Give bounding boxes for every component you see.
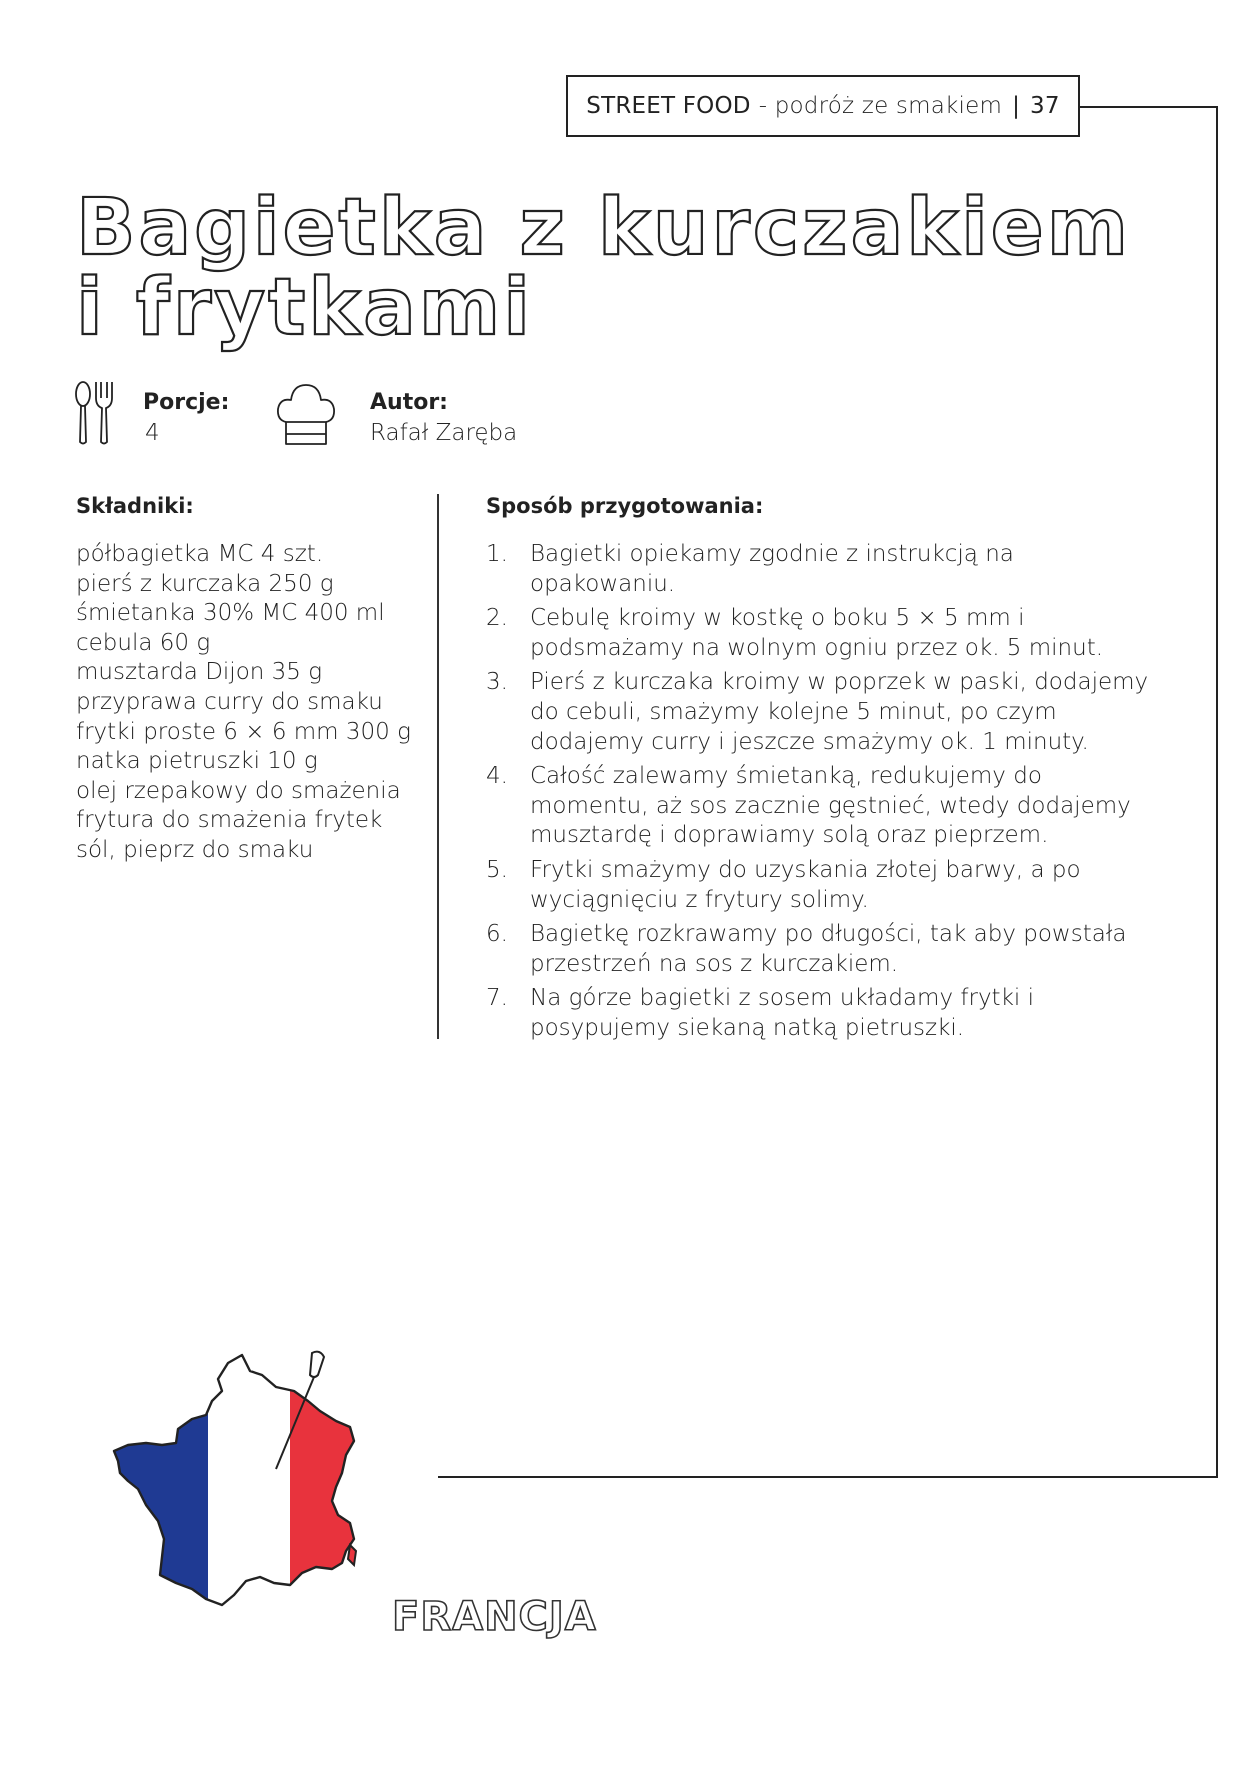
step-item (486, 984, 1166, 1043)
servings-value: 4 (145, 420, 160, 446)
ingredient-item: sól, pieprz do smaku (76, 836, 314, 863)
step-number: 3. (486, 669, 508, 696)
step-number: 6. (486, 921, 508, 948)
step-number: 4. (486, 763, 508, 790)
step-item (486, 668, 1166, 757)
step-text: Frytki smażymy do uzyskania złotej barwy, a po wyciągnięciu z frytury solimy. (530, 856, 1081, 913)
ingredient-item: musztarda Dijon 35 g (76, 659, 323, 686)
step-text: Pierś z kurczaka kroimy w poprzek w paski, dodajemy do cebuli, smażymy kolejne 5 minut, po czym dodajemy curry i jeszcze smażymy ok. 1 minuty. (530, 669, 1149, 755)
country-name: FRANCJA (392, 1594, 597, 1640)
recipe-title-line-2: i frytkami (76, 263, 533, 353)
ingredient-item: olej rzepakowy do smażenia (76, 777, 401, 804)
ingredient-item: przyprawa curry do smaku (76, 688, 383, 715)
step-item (486, 540, 1166, 599)
page-number: 37 (1030, 93, 1060, 119)
author-value: Rafał Zaręba (370, 420, 518, 446)
column-divider (437, 494, 439, 1039)
frame-line-right (1216, 106, 1218, 1478)
step-item (486, 762, 1166, 851)
step-number: 1. (486, 541, 508, 567)
ingredient-item: natka pietruszki 10 g (76, 748, 318, 775)
step-item (486, 920, 1166, 979)
step-text: Na górze bagietki z sosem układamy frytki i posypujemy siekaną natką pietruszki. (530, 985, 1034, 1041)
france-flag-map-icon (110, 1345, 370, 1615)
step-number: 5. (486, 856, 508, 883)
preparation-steps (486, 540, 1166, 1049)
ingredient-item: śmietanka 30% MC 400 ml (76, 600, 385, 627)
header-separator: | (1012, 93, 1021, 119)
preparation-heading: Sposób przygotowania: (486, 494, 764, 518)
series-title: STREET FOOD (586, 93, 751, 119)
frame-line-top (1080, 106, 1218, 108)
ingredients-list (76, 540, 416, 866)
frame-line-bottom (438, 1476, 1218, 1478)
ingredients-heading: Składniki: (76, 494, 194, 518)
step-number: 2. (486, 605, 508, 632)
step-text: Cebulę kroimy w kostkę o boku 5 × 5 mm i podsmażamy na wolnym ogniu przez ok. 5 minut. (530, 605, 1104, 661)
author-label: Autor: (370, 390, 448, 415)
recipe-title (76, 183, 1131, 353)
series-subtitle: - podróż ze smakiem (758, 93, 1003, 119)
step-number: 7. (486, 985, 508, 1012)
ingredient-item: frytki proste 6 × 6 mm 300 g (76, 718, 411, 745)
step-item (486, 604, 1166, 663)
ingredient-item: pierś z kurczaka 250 g (76, 570, 334, 597)
step-text: Całość zalewamy śmietanką, redukujemy do momentu, aż sos zacznie gęstnieć, wtedy dodajemy musztardę i doprawiamy solą oraz pieprzem. (530, 763, 1131, 849)
step-item (486, 856, 1166, 915)
header-box (566, 75, 1080, 137)
ingredient-item: frytura do smażenia frytek (76, 807, 383, 834)
cutlery-icon (72, 380, 116, 446)
servings-label: Porcje: (143, 390, 230, 415)
step-text: Bagietki opiekamy zgodnie z instrukcją na opakowaniu. (530, 541, 1014, 597)
recipe-title-line-1: Bagietka z kurczakiem (76, 183, 1131, 273)
ingredient-item: półbagietka MC 4 szt. (76, 541, 324, 567)
ingredient-item: cebula 60 g (76, 629, 211, 656)
chef-hat-icon (276, 382, 336, 446)
step-text: Bagietkę rozkrawamy po długości, tak aby powstała przestrzeń na sos z kurczakiem. (530, 921, 1127, 977)
